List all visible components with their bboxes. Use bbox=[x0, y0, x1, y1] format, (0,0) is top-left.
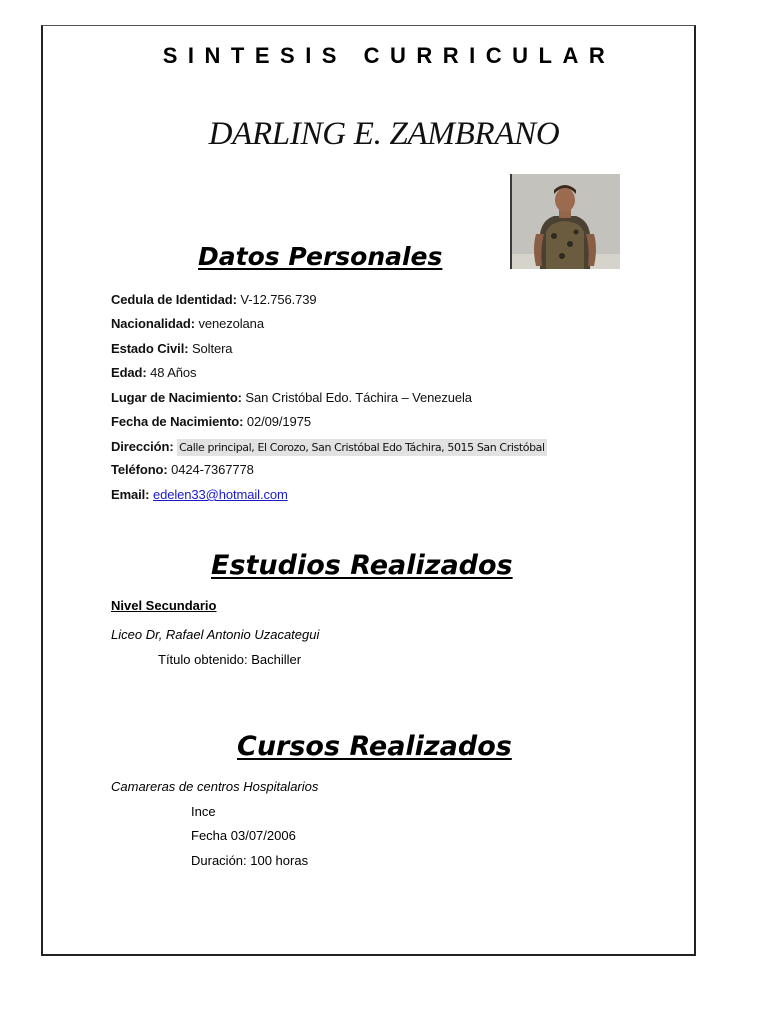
field-label: Lugar de Nacimiento: bbox=[111, 390, 242, 405]
education-level: Nivel Secundario bbox=[111, 598, 217, 613]
field-age bbox=[111, 365, 196, 380]
course-date: Fecha 03/07/2006 bbox=[191, 828, 296, 843]
field-label: Estado Civil: bbox=[111, 341, 189, 356]
field-value: Soltera bbox=[188, 341, 233, 356]
field-value: Calle principal, El Corozo, San Cristóbal Edo Táchira, 5015 San Cristóbal bbox=[179, 441, 545, 454]
field-value: V-12.756.739 bbox=[236, 292, 317, 307]
field-value: venezolana bbox=[194, 316, 264, 331]
studies-heading: Estudios Realizados bbox=[211, 550, 513, 581]
field-birthplace bbox=[111, 390, 472, 405]
field-label: Dirección: bbox=[111, 439, 174, 454]
field-value: 48 Años bbox=[146, 365, 197, 380]
field-label: Teléfono: bbox=[111, 462, 168, 477]
personal-data-heading: Datos Personales bbox=[198, 242, 443, 271]
field-birthdate bbox=[111, 414, 311, 429]
field-value: San Cristóbal Edo. Táchira – Venezuela bbox=[241, 390, 472, 405]
field-address bbox=[111, 439, 547, 454]
field-id-number bbox=[111, 292, 317, 307]
field-phone bbox=[111, 462, 254, 477]
course-institution: Ince bbox=[191, 804, 216, 819]
field-nationality bbox=[111, 316, 264, 331]
document-title: SINTESIS CURRICULAR bbox=[162, 43, 616, 68]
field-value: 02/09/1975 bbox=[243, 414, 311, 429]
field-marital-status bbox=[111, 341, 232, 356]
course-name: Camareras de centros Hospitalarios bbox=[111, 779, 319, 794]
field-email bbox=[111, 487, 288, 502]
courses-heading: Cursos Realizados bbox=[237, 731, 512, 762]
field-label: Fecha de Nacimiento: bbox=[111, 414, 244, 429]
school-name: Liceo Dr, Rafael Antonio Uzacategui bbox=[111, 627, 320, 642]
field-label: Cedula de Identidad: bbox=[111, 292, 237, 307]
course-duration: Duración: 100 horas bbox=[191, 853, 309, 868]
profile-photo bbox=[510, 174, 620, 269]
field-label: Nacionalidad: bbox=[111, 316, 195, 331]
email-link[interactable]: edelen33@hotmail.com bbox=[152, 487, 288, 502]
person-photo-icon bbox=[510, 174, 620, 269]
person-name: DARLING E. ZAMBRANO bbox=[208, 116, 560, 152]
field-label: Edad: bbox=[111, 365, 147, 380]
degree-obtained: Título obtenido: Bachiller bbox=[158, 652, 302, 667]
field-value: 0424-7367778 bbox=[167, 462, 254, 477]
field-label: Email: bbox=[111, 487, 150, 502]
